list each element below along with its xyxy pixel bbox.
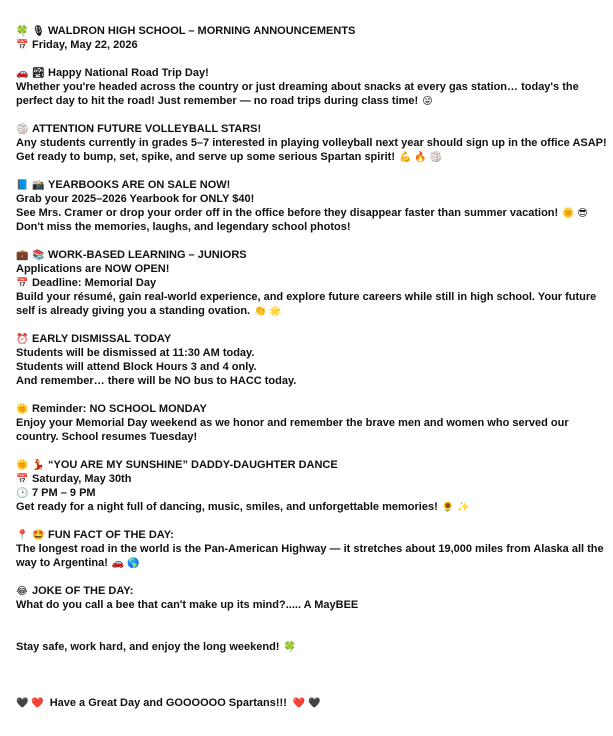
clock-icon: 🕒 <box>16 488 29 499</box>
laughing-face-icon: 😂 <box>16 586 28 597</box>
volleyball-icon: 🏐 <box>16 124 29 135</box>
car-icon: 🚗 <box>16 68 29 79</box>
fun-fact-text-1: The longest road in the world is the Pan-American Highway — it stretches about 19,000 miles from Alaska all the <box>16 543 604 555</box>
joke-heading-line <box>16 584 133 599</box>
closing-text: Stay safe, work hard, and enjoy the long weekend! <box>16 641 280 653</box>
road-trip-text-2-line <box>16 94 433 109</box>
fun-fact-heading: FUN FACT OF THE DAY: <box>48 529 174 541</box>
no-school-text-2: country. School resumes Tuesday! <box>16 431 198 443</box>
flex-fire-volleyball-icons: 💪 🔥 🏐 <box>399 152 442 163</box>
dance-date: Saturday, May 30th <box>32 473 132 485</box>
fun-fact-text-2: way to Argentina! <box>16 557 108 569</box>
no-school-heading: Reminder: NO SCHOOL MONDAY <box>32 403 207 415</box>
sun-icon: 🌞 <box>16 404 29 415</box>
yearbooks-heading-line <box>16 178 230 193</box>
car-globe-icons: 🚗 🌎 <box>111 558 140 569</box>
calendar-icon: 📅 <box>16 474 29 485</box>
yearbooks-text-2-line <box>16 206 588 221</box>
signoff-line <box>16 696 321 711</box>
microphone-icon: 🎙 <box>32 26 45 37</box>
fun-fact-heading-line <box>16 528 174 543</box>
early-dismissal-text-2: Students will attend Block Hours 3 and 4 only. <box>16 361 257 373</box>
work-based-deadline: Deadline: Memorial Day <box>32 277 157 289</box>
no-school-text-1: Enjoy your Memorial Day weekend as we honor and remember the brave men and women who served our <box>16 417 569 429</box>
dancer-icon: 💃 <box>32 460 45 471</box>
winking-tongue-icon: 😜 <box>422 96 433 107</box>
work-based-text-1: Applications are NOW OPEN! <box>16 263 170 275</box>
books-icon: 📚 <box>32 250 45 261</box>
book-icon: 📘 <box>16 180 29 191</box>
volleyball-heading-line <box>16 122 261 137</box>
announcement-title-line <box>16 24 355 39</box>
announcement-date: Friday, May 22, 2026 <box>32 39 138 51</box>
dance-heading: “YOU ARE MY SUNSHINE” DADDY-DAUGHTER DANCE <box>48 459 338 471</box>
work-based-text-4-line <box>16 304 282 319</box>
volleyball-text-2-line <box>16 150 442 165</box>
page-title: WALDRON HIGH SCHOOL – MORNING ANNOUNCEMENTS <box>48 25 356 37</box>
early-dismissal-heading: EARLY DISMISSAL TODAY <box>32 333 172 345</box>
early-dismissal-heading-line <box>16 332 171 347</box>
yearbooks-text-2: See Mrs. Cramer or drop your order off in the office before they disappear faster than summer vacation! <box>16 207 559 219</box>
dance-text-line <box>16 500 469 515</box>
dance-heading-line <box>16 458 338 473</box>
yearbooks-text-1: Grab your 2025–2026 Yearbook for ONLY $40! <box>16 193 255 205</box>
closing-line <box>16 640 296 655</box>
work-based-heading-line <box>16 248 247 263</box>
sun-sunglasses-icons: 🌞 😎 <box>562 208 588 219</box>
clap-star-icons: 👏 🌟 <box>254 306 282 317</box>
work-based-heading: WORK-BASED LEARNING – JUNIORS <box>48 249 247 261</box>
clover-icon: 🍀 <box>16 26 29 37</box>
hearts-icons: 🖤 ❤️ <box>16 698 44 709</box>
pin-icon: 📍 <box>16 530 29 541</box>
dance-date-line <box>16 472 131 487</box>
yearbooks-heading: YEARBOOKS ARE ON SALE NOW! <box>48 179 231 191</box>
early-dismissal-text-1: Students will be dismissed at 11:30 AM today. <box>16 347 255 359</box>
sun-icon: 🌞 <box>16 460 29 471</box>
no-school-heading-line <box>16 402 207 417</box>
road-trip-heading: Happy National Road Trip Day! <box>48 67 209 79</box>
volleyball-heading: ATTENTION FUTURE VOLLEYBALL STARS! <box>32 123 262 135</box>
briefcase-icon: 💼 <box>16 250 29 261</box>
yearbooks-text-3: Don't miss the memories, laughs, and legendary school photos! <box>16 221 351 233</box>
calendar-icon: 📅 <box>16 278 29 289</box>
work-based-deadline-line <box>16 276 156 291</box>
road-trip-text-2: perfect day to hit the road! Just remember — no road trips during class time! <box>16 95 419 107</box>
dance-text: Get ready for a night full of dancing, music, smiles, and unforgettable memories! <box>16 501 438 513</box>
sunflower-sparkles-icons: 🌻 ✨ <box>441 502 470 513</box>
landscape-icon: 🏞 <box>32 68 45 79</box>
calendar-icon: 📅 <box>16 40 29 51</box>
road-trip-heading-line <box>16 66 209 81</box>
road-trip-text-1: Whether you're headed across the country or just dreaming about snacks at every gas station… today's the <box>16 81 579 93</box>
volleyball-text-2: Get ready to bump, set, spike, and serve up some serious Spartan spirit! <box>16 151 396 163</box>
fun-fact-text-2-line <box>16 556 140 571</box>
clover-icon: 🍀 <box>283 642 296 653</box>
signoff-text: Have a Great Day and GOOOOOO Spartans!!! <box>49 697 287 709</box>
star-struck-icon: 🤩 <box>32 530 45 541</box>
dance-time: 7 PM – 9 PM <box>32 487 96 499</box>
work-based-text-4: self is already giving you a standing ovation. <box>16 305 251 317</box>
joke-text: What do you call a bee that can't make up its mind?..... A MayBEE <box>16 599 359 611</box>
announcement-date-line <box>16 38 138 53</box>
hearts-icons: ❤️ 🖤 <box>292 698 321 709</box>
dance-time-line <box>16 486 96 501</box>
camera-icon: 📸 <box>32 180 45 191</box>
work-based-text-3: Build your résumé, gain real-world experience, and explore future careers while still in high school. Your future <box>16 291 597 303</box>
volleyball-text-1: Any students currently in grades 5–7 interested in playing volleyball next year should sign up in the office ASAP! <box>16 137 607 149</box>
alarm-clock-icon: ⏰ <box>16 334 29 345</box>
early-dismissal-text-3: And remember… there will be NO bus to HACC today. <box>16 375 297 387</box>
joke-heading: JOKE OF THE DAY: <box>32 585 134 597</box>
